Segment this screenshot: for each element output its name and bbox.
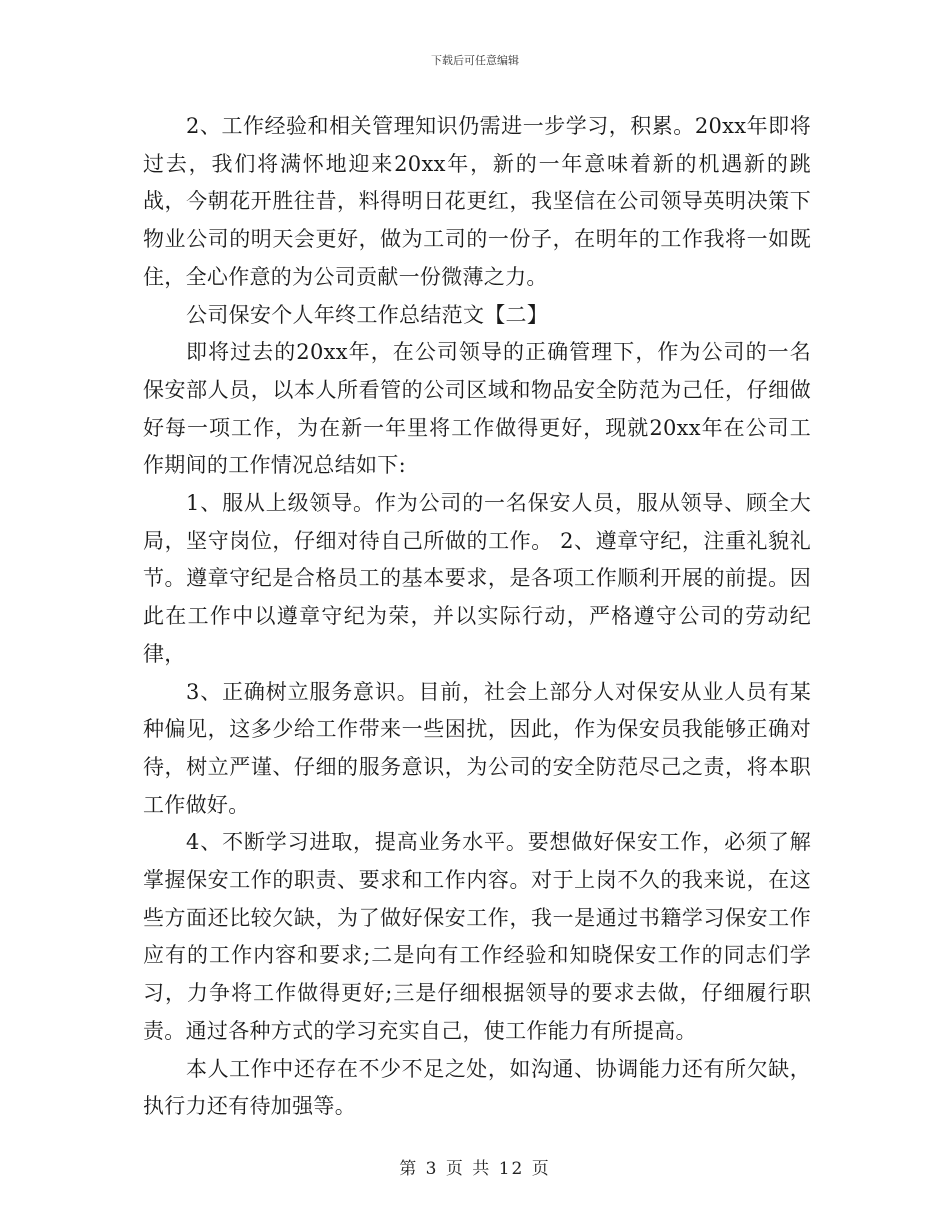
paragraph: 3、正确树立服务意识。目前，社会上部分人对保安从业人员有某种偏见，这多少给工作带来一些困扰，因此，作为保安员我能够正确对待，树立严谨、仔细的服务意识，为公司的安全防范尽己之责，将本职工作做好。: [143, 679, 811, 817]
paragraph: 即将过去的20xx年，在公司领导的正确管理下，作为公司的一名保安部人员，以本人所看管的公司区域和物品安全防范为己任，仔细做好每一项工作，为在新一年里将工作做得更好，现就20xx年在公司工作期间的工作情况总结如下:: [143, 340, 811, 478]
page-header: 下载后可任意编辑: [431, 54, 519, 67]
section-heading: 公司保安个人年终工作总结范文【二】: [186, 302, 549, 327]
paragraph: 2、工作经验和相关管理知识仍需进一步学习，积累。20xx年即将过去，我们将满怀地迎来20xx年，新的一年意味着新的机遇新的跳战，今朝花开胜往昔，料得明日花更红，我坚信在公司领导英明决策下物业公司的明天会更好，做为工司的一份子，在明年的工作我将一如既住，全心作意的为公司贡献一份微薄之力。: [143, 114, 811, 289]
page-footer: 第 3 页 共 12 页: [399, 1159, 551, 1179]
paragraph: 1、服从上级领导。作为公司的一名保安人员，服从领导、顾全大局，坚守岗位，仔细对待自己所做的工作。 2、遵章守纪，注重礼貌礼节。遵章守纪是合格员工的基本要求，是各项工作顺利开展的前提。因此在工作中以遵章守纪为荣，并以实际行动，严格遵守公司的劳动纪律，: [143, 491, 811, 666]
paragraph: 本人工作中还存在不少不足之处，如沟通、协调能力还有所欠缺，执行力还有待加强等。: [143, 1056, 811, 1119]
paragraph: 4、不断学习进取，提高业务水平。要想做好保安工作，必须了解掌握保安工作的职责、要求和工作内容。对于上岗不久的我来说，在这些方面还比较欠缺，为了做好保安工作，我一是通过书籍学习保安工作应有的工作内容和要求;二是向有工作经验和知晓保安工作的同志们学习，力争将工作做得更好;三是仔细根据领导的要求去做，仔细履行职责。通过各种方式的学习充实自己，使工作能力有所提高。: [143, 830, 811, 1043]
document-body: [143, 108, 811, 1126]
